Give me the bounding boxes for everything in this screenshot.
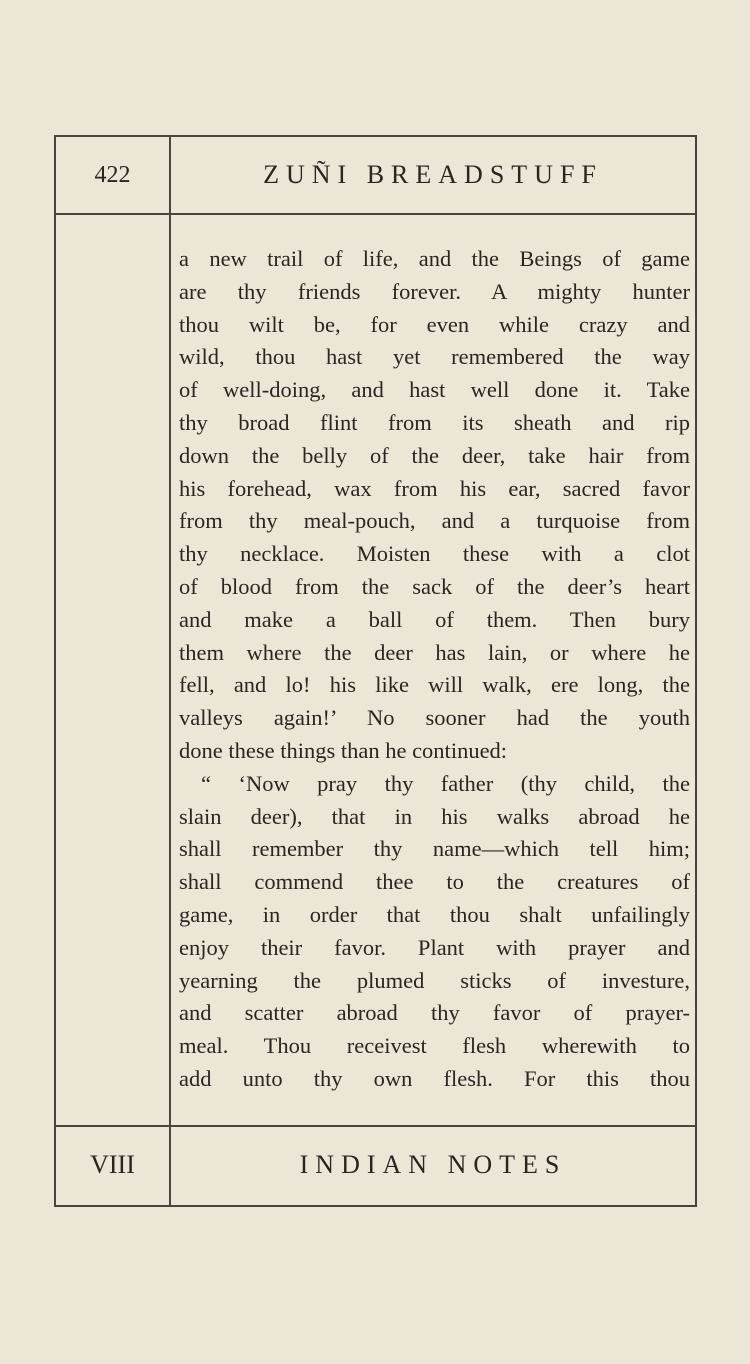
text-line: enjoy their favor. Plant with prayer and bbox=[179, 934, 690, 960]
text-line: yearning the plumed sticks of investure, bbox=[179, 967, 690, 993]
text-line: them where the deer has lain, or where he bbox=[179, 639, 690, 665]
text-line: fell, and lo! his like will walk, ere long, the bbox=[179, 672, 690, 698]
text-line: wild, thou hast yet remembered the way bbox=[179, 344, 690, 370]
text-line: down the belly of the deer, take hair from bbox=[179, 442, 690, 468]
text-line: thy necklace. Moisten these with a clot bbox=[179, 541, 690, 567]
text-line: shall commend thee to the creatures of bbox=[179, 869, 690, 895]
text-line: thou wilt be, for even while crazy and bbox=[179, 311, 690, 337]
body-text bbox=[179, 243, 690, 1096]
text-line: done these things than he continued: bbox=[179, 737, 508, 763]
text-line: shall remember thy name—which tell him; bbox=[179, 836, 690, 862]
text-line: and make a ball of them. Then bury bbox=[179, 606, 690, 632]
footer-row bbox=[56, 1125, 695, 1205]
text-line: thy broad flint from its sheath and rip bbox=[179, 409, 690, 435]
series-name: INDIAN NOTES bbox=[299, 1150, 567, 1179]
page-number: 422 bbox=[94, 162, 131, 188]
text-line: add unto thy own flesh. For this thou bbox=[179, 1065, 690, 1091]
text-line: of well-doing, and hast well done it. Take bbox=[179, 377, 690, 403]
text-line: of blood from the sack of the deer’s heart bbox=[179, 573, 690, 599]
text-line: meal. Thou receivest flesh wherewith to bbox=[179, 1033, 690, 1059]
running-head: ZUÑI BREADSTUFF bbox=[263, 160, 603, 189]
text-line: from thy meal-pouch, and a turquoise from bbox=[179, 508, 690, 534]
text-line: are thy friends forever. A mighty hunter bbox=[179, 278, 690, 304]
chapter-number: VIII bbox=[90, 1150, 135, 1179]
text-line: a new trail of life, and the Beings of game bbox=[179, 246, 690, 271]
text-line: his forehead, wax from his ear, sacred favor bbox=[179, 475, 690, 501]
text-line: and scatter abroad thy favor of prayer- bbox=[179, 1000, 690, 1026]
text-line: “ ‘Now pray thy father (thy child, the bbox=[201, 770, 690, 796]
header-row bbox=[56, 137, 695, 215]
text-line: game, in order that thou shalt unfailingly bbox=[179, 901, 690, 927]
left-column-divider bbox=[169, 137, 171, 1205]
text-line: slain deer), that in his walks abroad he bbox=[179, 803, 690, 829]
page-frame bbox=[54, 135, 697, 1207]
text-line: valleys again!’ No sooner had the youth bbox=[179, 705, 690, 731]
